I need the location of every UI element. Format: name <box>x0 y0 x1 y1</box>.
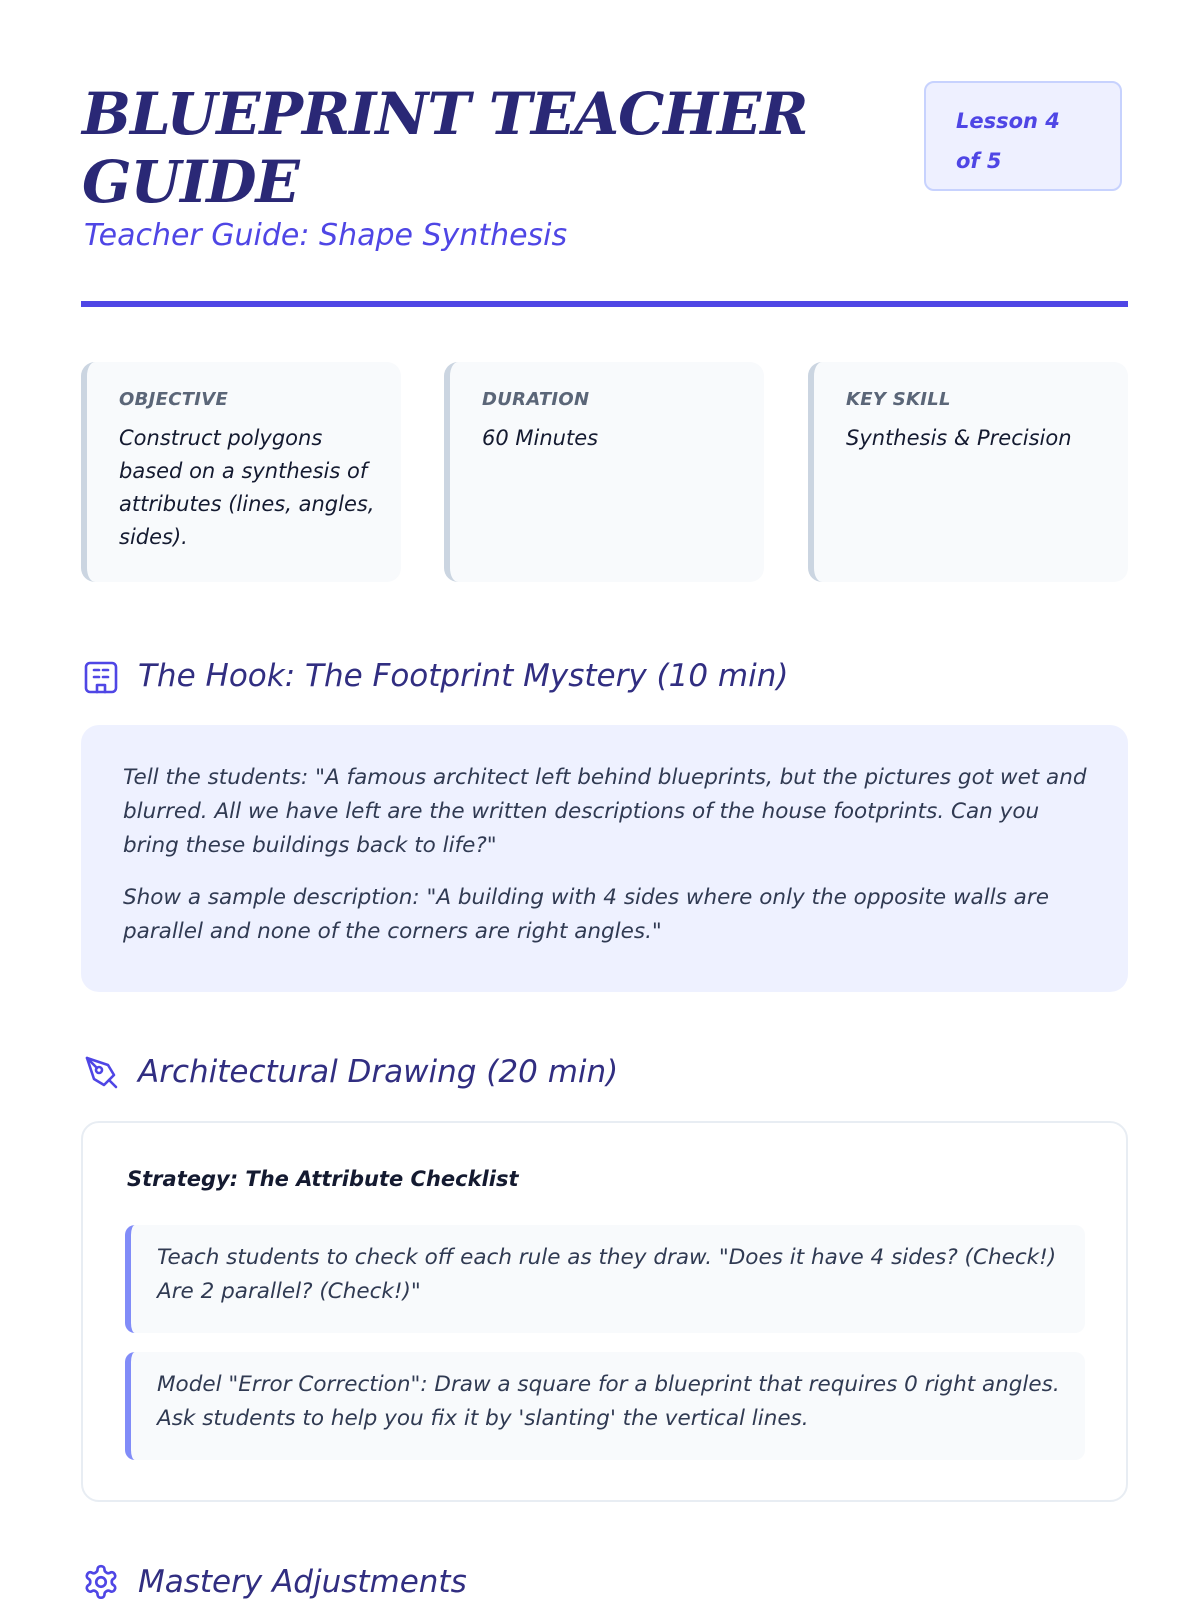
drawing-section-title: Architectural Drawing (20 min) <box>138 1054 619 1090</box>
strategy-tip: Teach students to check off each rule as they draw. "Does it have 4 sides? (Check!) Are 2 parallel? (Check!)" <box>125 1225 1085 1333</box>
hook-section-title: The Hook: The Footprint Mystery (10 min) <box>138 658 789 694</box>
gear-icon <box>82 1563 120 1601</box>
duration-value: 60 Minutes <box>482 426 599 450</box>
key-skill-value: Synthesis & Precision <box>846 426 1072 450</box>
drawing-section-header <box>82 1050 618 1094</box>
hook-section-header <box>82 654 789 698</box>
objective-card <box>81 362 401 582</box>
lesson-badge: Lesson 4 of 5 <box>924 81 1122 191</box>
hook-paragraph: Show a sample description: "A building with 4 sides where only the opposite walls are parallel and none of the corners are right angles." <box>123 885 1049 944</box>
page-title: BLUEPRINT TEACHER GUIDE <box>82 80 808 216</box>
building-icon <box>82 657 120 695</box>
strategy-tip: Model "Error Correction": Draw a square for a blueprint that requires 0 right angles. Ask students to help you fix it by 'slanting' the vertical lines. <box>125 1352 1085 1460</box>
objective-label: OBJECTIVE <box>119 389 229 410</box>
hook-box <box>81 725 1128 992</box>
objective-value: Construct polygons based on a synthesis of attributes (lines, angles, sides). <box>119 426 375 549</box>
mastery-section-title: Mastery Adjustments <box>138 1564 467 1600</box>
strategy-title: Strategy: The Attribute Checklist <box>127 1167 519 1191</box>
key-skill-card <box>808 362 1128 582</box>
mastery-section-header <box>82 1560 467 1604</box>
duration-card <box>444 362 764 582</box>
pen-tool-icon <box>82 1053 120 1091</box>
drawing-box <box>81 1121 1128 1502</box>
duration-label: DURATION <box>482 389 590 410</box>
header-divider <box>81 301 1128 307</box>
page-subtitle: Teacher Guide: Shape Synthesis <box>84 218 568 253</box>
hook-paragraph: Tell the students: "A famous architect left behind blueprints, but the pictures got wet and blurred. All we have left are the written descriptions of the house footprints. Can you bring these buildings back to life?" <box>123 765 1087 858</box>
key-skill-label: KEY SKILL <box>846 389 951 410</box>
